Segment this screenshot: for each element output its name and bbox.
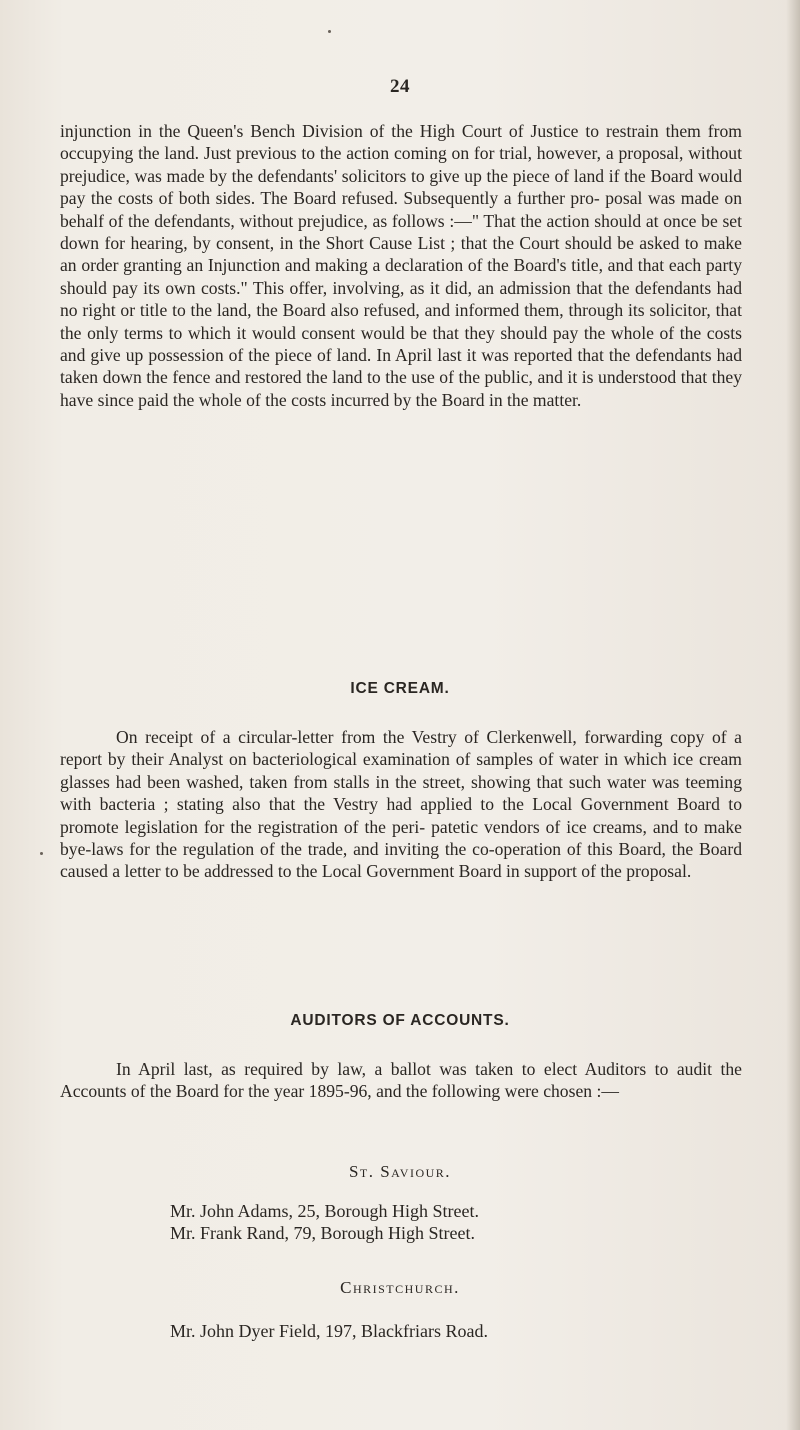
paper-speck (328, 30, 331, 33)
page-number: 24 (390, 76, 410, 97)
heading-auditors: AUDITORS OF ACCOUNTS. (290, 1012, 510, 1029)
parish-st-saviour: St. Saviour. (348, 1162, 452, 1181)
parish-christchurch: Christchurch. (340, 1278, 460, 1297)
auditor-entry: Mr. John Adams, 25, Borough High Street. (170, 1201, 479, 1221)
auditor-entry: Mr. John Dyer Field, 197, Blackfriars Road. (170, 1321, 488, 1341)
paragraph-1-text: injunction in the Queen's Bench Division of the High Court of Justice to restrain them from occupying the land. Just previous to the action coming on for trial, however, a proposal, without prejudice, was made by the defendants' solicitors to give up the piece of land if the Board would pay the costs of both sides. The Board refused. Subsequently a further pro- posal was made on behalf of the defendants, without prejudice, as follows :—" That the action should at once be set down for hearing, by consent, in the Short Cause List ; that the Court should be asked to make an order granting an Injunction and making a declaration of the Board's title, and that each party should pay its own costs." This offer, involving, as it did, an admission that the defendants had no right or title to the land, the Board also refused, and informed them, through its solicitor, that the only terms to which it would consent would be that they should pay the whole of the costs and give up possession of the piece of land. In April last it was reported that the defendants had taken down the fence and restored the land to the use of the public, and it is understood that they have since paid the whole of the costs incurred by the Board in the matter. (60, 121, 742, 410)
page-edge-shadow (786, 0, 800, 1430)
paragraph-3-text: In April last, as required by law, a ballot was taken to elect Auditors to audit the Accounts of the Board for the year 1895-96, and the following were chosen :— (60, 1059, 742, 1102)
paragraph-ice-cream (60, 726, 742, 883)
heading-ice-cream: ICE CREAM. (350, 680, 450, 697)
paper-speck (40, 852, 43, 855)
paragraph-injunction (60, 120, 742, 411)
paragraph-2-text: On receipt of a circular-letter from the Vestry of Clerkenwell, forwarding copy of a report by their Analyst on bacteriological examination of samples of water in which ice cream glasses had been washed, taken from stalls in the street, showing that such water was teeming with bacteria ; stating also that the Vestry had applied to the Local Government Board to promote legislation for the registration of the peri- patetic vendors of ice creams, and to make bye-laws for the regulation of the trade, and inviting the co-operation of this Board, the Board caused a letter to be addressed to the Local Government Board in support of the proposal. (60, 727, 742, 882)
auditor-entry: Mr. Frank Rand, 79, Borough High Street. (170, 1223, 475, 1243)
paragraph-auditors (60, 1058, 742, 1103)
